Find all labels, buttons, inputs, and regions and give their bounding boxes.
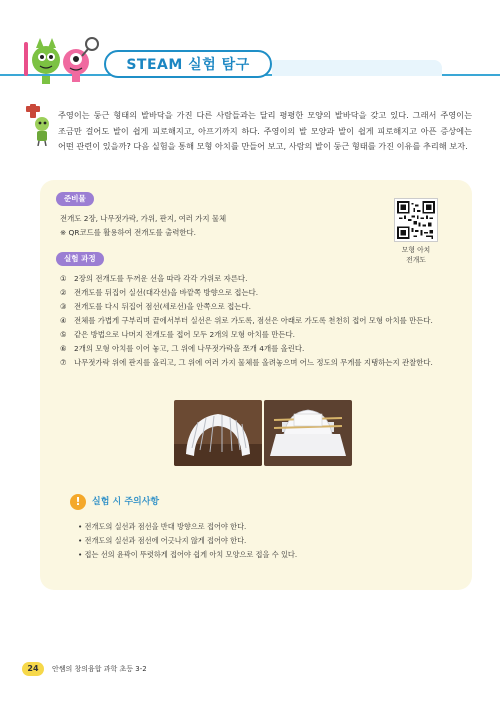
process-step (60, 272, 456, 286)
step-number: ⑤ (60, 330, 67, 339)
exclamation-icon: ! (70, 494, 86, 510)
step-text: 전개도를 다시 뒤집어 점선(세로선)을 안쪽으로 접는다. (74, 302, 251, 311)
process-step (60, 314, 456, 328)
qr-label-line1: 모형 아치 (401, 246, 431, 254)
materials-line: 전개도 2장, 나무젓가락, 가위, 판지, 여러 가지 물체 (60, 214, 227, 223)
process-steps (60, 272, 456, 370)
step-text: 전개도를 뒤집어 실선(대각선)을 바깥쪽 방향으로 접는다. (74, 288, 259, 297)
step-text: 2개의 모형 아치를 이어 놓고, 그 위에 나무젓가락을 쪼개 4개를 올린다. (74, 344, 305, 353)
qr-label-line2: 전개도 (406, 256, 426, 264)
page-footer (22, 661, 147, 677)
qr-label (384, 245, 448, 265)
process-step (60, 286, 456, 300)
step-number: ④ (60, 316, 67, 325)
materials-tag: 준비물 (56, 192, 94, 206)
process-step (60, 342, 456, 356)
caution-item: • 전개도의 실선과 점선에 어긋나지 않게 접어야 한다. (78, 536, 247, 545)
arch-model-photo (174, 400, 262, 466)
step-text: 전체를 가볍게 구부리며 끝에서부터 실선은 위로 가도록, 점선은 아래로 가도록 천천히 접어 모형 아치를 만든다. (74, 316, 433, 325)
qr-code[interactable] (394, 198, 438, 242)
title-tail (272, 60, 442, 76)
materials-note: ※ QR코드를 활용하여 전개도를 출력한다. (60, 228, 196, 237)
caution-item: • 접는 선의 윤곽이 뚜렷하게 접어야 쉽게 아치 모양으로 접을 수 있다. (78, 550, 298, 559)
header (0, 30, 500, 90)
step-number: ② (60, 288, 67, 297)
monster-mascots-icon (22, 32, 102, 88)
process-tag: 실험 과정 (56, 252, 104, 266)
step-number: ⑦ (60, 358, 67, 367)
step-number: ① (60, 274, 67, 283)
step-text: 같은 방법으로 나머지 전개도를 접어 모두 2개의 모형 아치를 만든다. (74, 330, 295, 339)
arch-load-test-photo (264, 400, 352, 466)
process-step (60, 356, 456, 370)
step-text: 나무젓가락 위에 판지를 올리고, 그 위에 여러 가지 물체를 올려놓으며 어느 정도의 무게를 지탱하는지 관찰한다. (74, 358, 433, 367)
character-icon (22, 104, 56, 146)
step-text: 2장의 전개도를 두꺼운 선을 따라 각각 가위로 자른다. (74, 274, 248, 283)
caution-list (78, 520, 458, 562)
step-number: ⑥ (60, 344, 67, 353)
caution-item: • 전개도의 실선과 점선을 반대 방향으로 접어야 한다. (78, 522, 247, 531)
book-title: 안쌤의 창의융합 과학 초등 3-2 (52, 665, 147, 673)
section-title (104, 50, 272, 78)
materials-list (60, 212, 380, 240)
process-step (60, 328, 456, 342)
section-title-text: STEAM 실험 탐구 (126, 57, 250, 73)
caution-title: 실험 시 주의사항 (92, 497, 160, 507)
step-number: ③ (60, 302, 67, 311)
intro-paragraph: 주영이는 둥근 형태의 발바닥을 가진 다른 사람들과는 달리 평평한 모양의 발바닥을 갖고 있다. 그래서 주영이는 조금만 걸어도 발이 쉽게 피로해지고, 아프기까지 하다. 주영이의 발 모양과 발이 쉽게 피로해지고 아픈 증상에는 어떤 관련이 있을까? 다음 실험을 통해 모형 아치를 만들어 보고, 사람의 발이 둥근 형태를 가진 이유를 추리해 보자. (58, 110, 472, 151)
experiment-panel (40, 180, 472, 590)
process-step (60, 300, 456, 314)
page-number: 24 (22, 662, 44, 676)
